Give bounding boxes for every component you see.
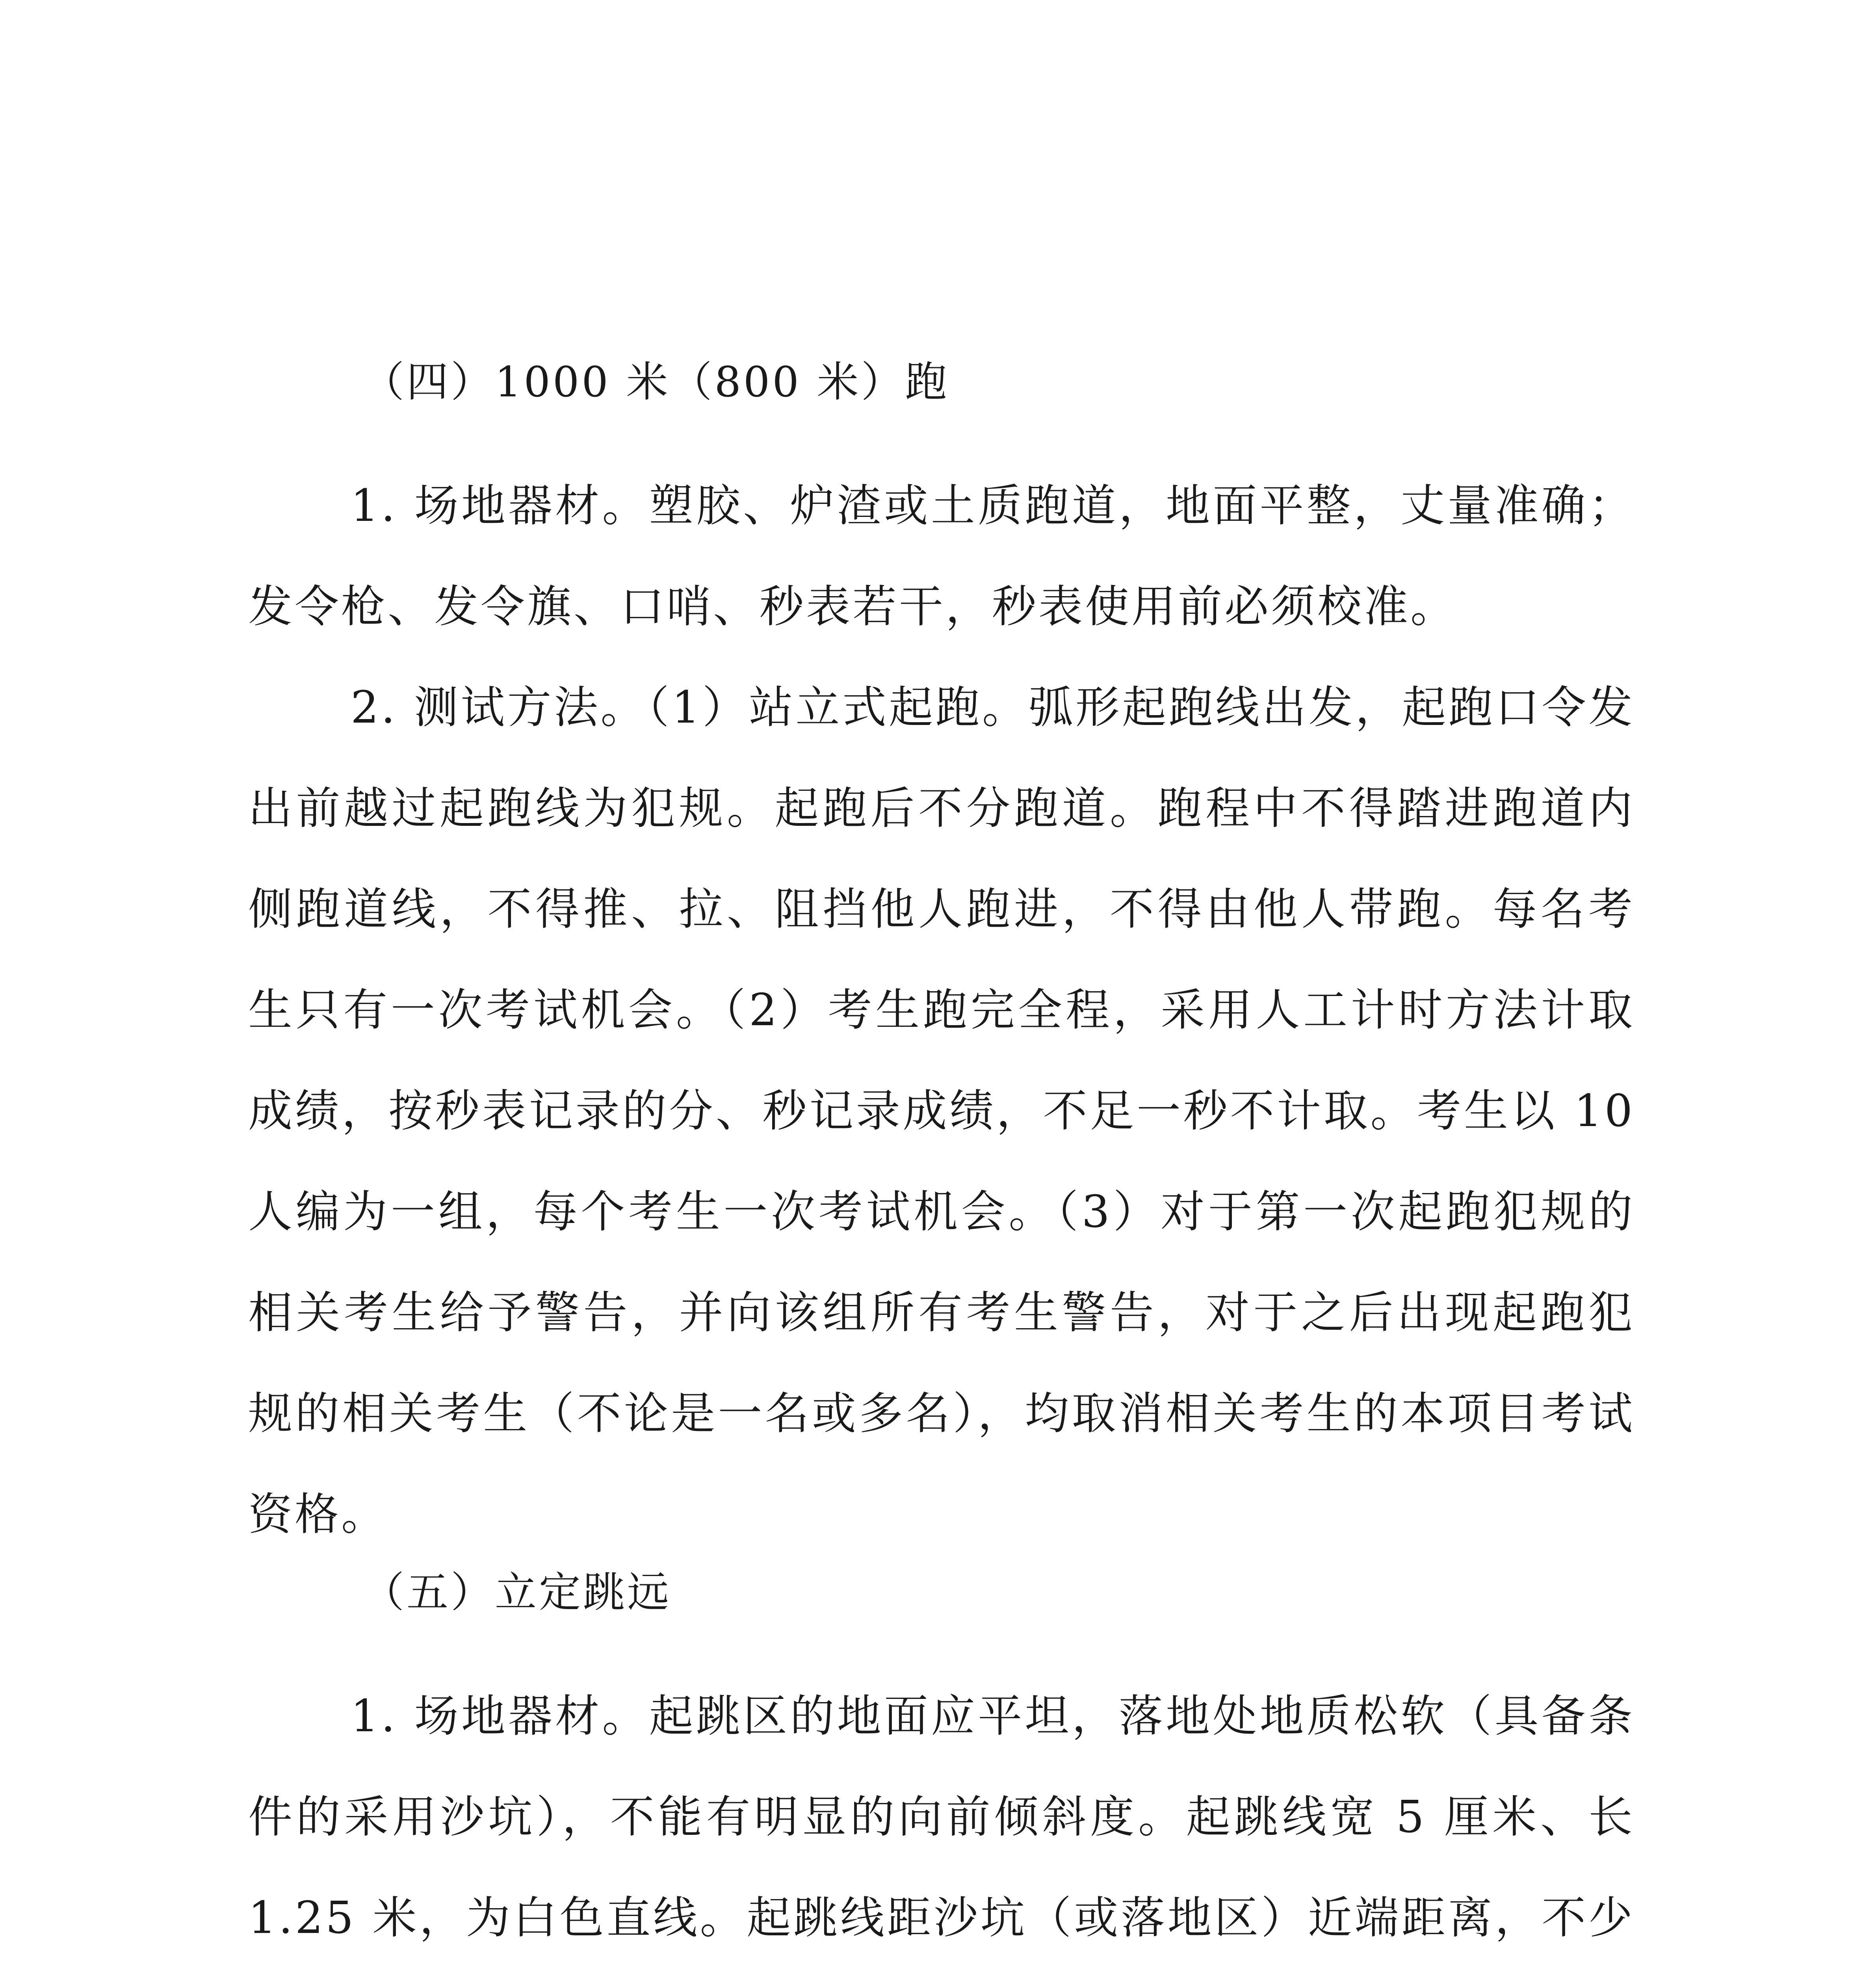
paragraph-run-test-method: 2. 测试方法。（1）站立式起跑。弧形起跑线出发，起跑口令发出前越过起跑线为犯规。起跑后不分跑道。跑程中不得踏进跑道内侧跑道线，不得推、拉、阻挡他人跑进，不得由他人带跑。每名考生只有一次考试机会。（2）考生跑完全程，采用人工计时方法计取成绩，按秒表记录的分、秒记录成绩，不足一秒不计取。考生以 10 人编为一组，每个考生一次考试机会。（3）对于第一次起跑犯规的相关考生给予警告，并向该组所有考生警告，对于之后出现起跑犯规的相关考生（不论是一名或多名），均取消相关考生的本项目考试资格。 [248, 682, 1635, 1540]
paragraph-jump-equipment: 1. 场地器材。起跳区的地面应平坦，落地处地质松软（具备条件的采用沙坑），不能有明显的向前倾斜度。起跳线宽 5 厘米、长 1.25 米，为白色直线。起跳线距沙坑（或落地区）近端距离，不少 [248, 1691, 1635, 1944]
paragraph-run-equipment: 1. 场地器材。塑胶、炉渣或土质跑道，地面平整，丈量准确；发令枪、发令旗、口哨、秒表若干，秒表使用前必须校准。 [248, 480, 1635, 632]
section-heading-standing-long-jump: （五）立定跳远 [362, 1568, 671, 1617]
document-body [248, 355, 1635, 1970]
section-heading-1000m-run: （四）1000 米（800 米）跑 [362, 358, 949, 406]
